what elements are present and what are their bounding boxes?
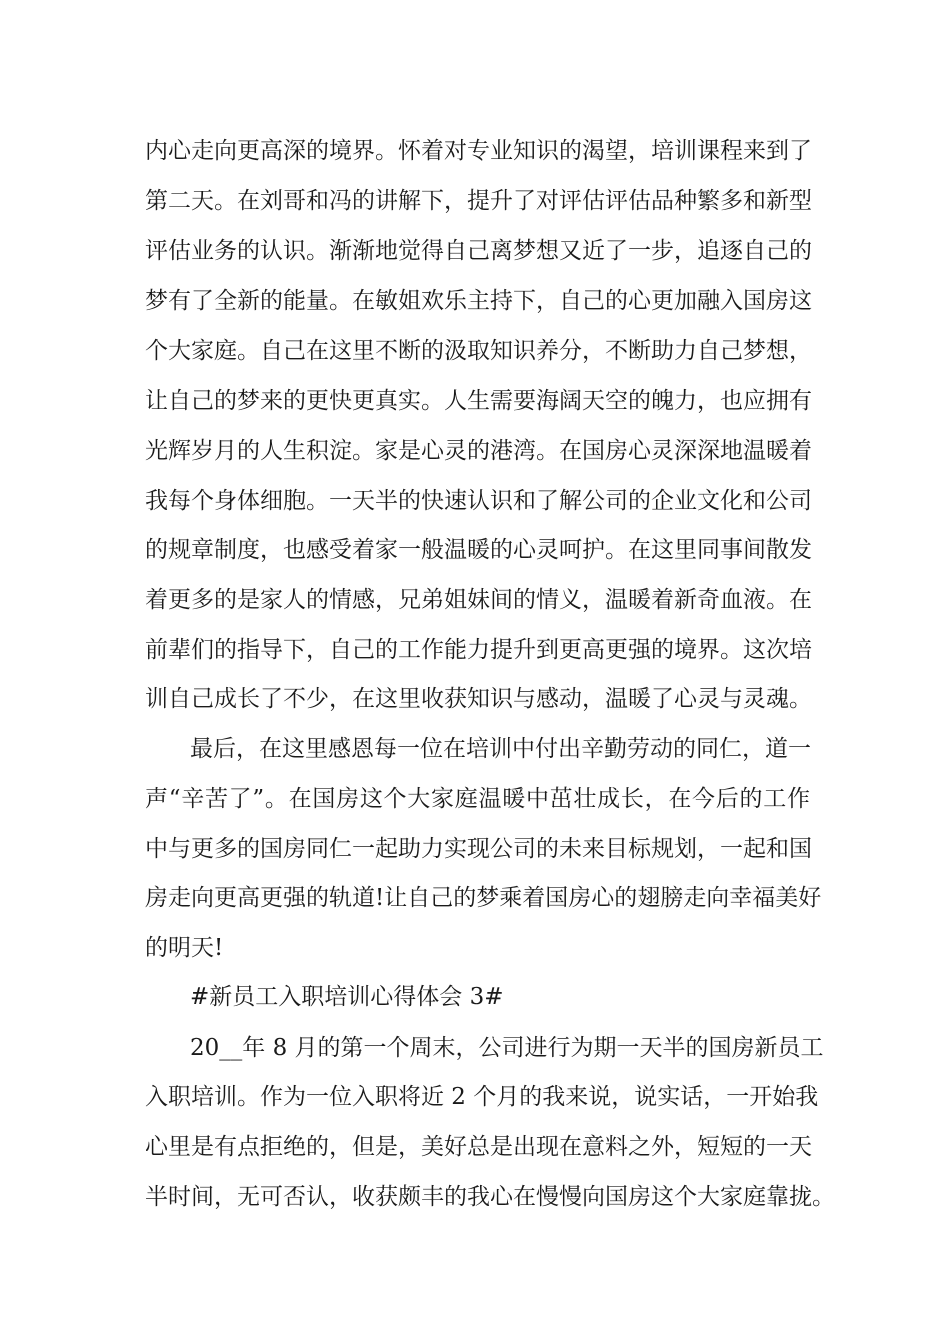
text-line: 半时间，无可否认，收获颇丰的我心在慢慢向国房这个大家庭靠拢。: [145, 1184, 835, 1210]
text-line: 着更多的是家人的情感，兄弟姐妹间的情义，温暖着新奇血液。在: [145, 587, 812, 613]
text-line: 梦有了全新的能量。在敏姐欢乐主持下，自己的心更加融入国房这: [145, 288, 812, 314]
text-line: 训自己成长了不少，在这里收获知识与感动，温暖了心灵与灵魂。: [145, 686, 812, 712]
text-line: 的规章制度，也感受着家一般温暖的心灵呵护。在这里同事间散发: [145, 537, 812, 563]
text-line: 让自己的梦来的更快更真实。人生需要海阔天空的魄力，也应拥有: [145, 388, 812, 414]
text-line: 声“辛苦了”。在国房这个大家庭温暖中茁壮成长，在今后的工作: [145, 786, 810, 812]
text-line: 第二天。在刘哥和冯的讲解下，提升了对评估评估品种繁多和新型: [145, 188, 812, 214]
text-line: 评估业务的认识。渐渐地觉得自己离梦想又近了一步，追逐自己的: [145, 238, 812, 264]
text-line: 光辉岁月的人生积淀。家是心灵的港湾。在国房心灵深深地温暖着: [145, 438, 812, 464]
text-line: 前辈们的指导下，自己的工作能力提升到更高更强的境界。这次培: [145, 637, 812, 663]
section-heading: #新员工入职培训心得体会 3#: [190, 984, 504, 1010]
text-line: 内心走向更高深的境界。怀着对专业知识的渴望，培训课程来到了: [145, 138, 812, 164]
paragraph-first-line: 20__年 8 月的第一个周末，公司进行为期一天半的国房新员工: [190, 1035, 824, 1061]
text-line: 个大家庭。自己在这里不断的汲取知识养分，不断助力自己梦想，: [145, 338, 812, 364]
text-line: 心里是有点拒绝的，但是，美好总是出现在意料之外，短短的一天: [145, 1134, 812, 1160]
text-line: 中与更多的国房同仁一起助力实现公司的未来目标规划，一起和国: [145, 836, 812, 862]
text-line: 房走向更高更强的轨道!让自己的梦乘着国房心的翅膀走向幸福美好: [145, 885, 822, 911]
text-line: 的明天!: [145, 935, 224, 961]
text-line: 我每个身体细胞。一天半的快速认识和了解公司的企业文化和公司: [145, 488, 812, 514]
text-line: 入职培训。作为一位入职将近 2 个月的我来说，说实话，一开始我: [145, 1084, 819, 1110]
paragraph-first-line: 最后，在这里感恩每一位在培训中付出辛勤劳动的同仁，道一: [190, 736, 811, 762]
